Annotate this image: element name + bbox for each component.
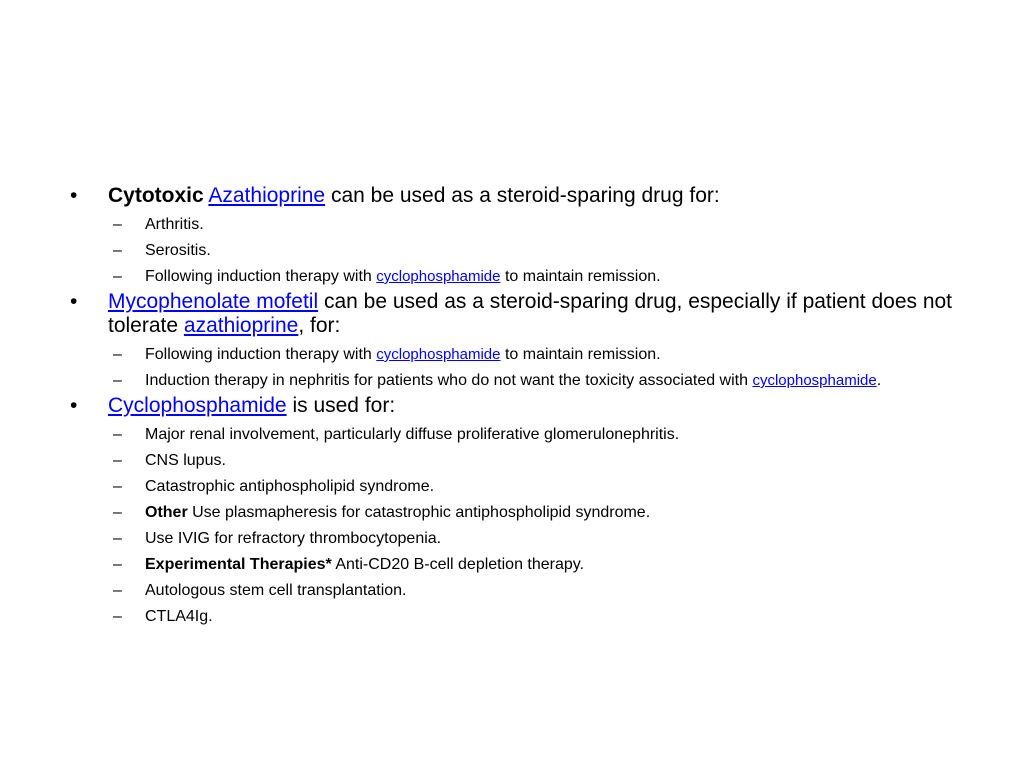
- list-item: [70, 503, 970, 522]
- list-item-text: Autologous stem cell transplantation.: [145, 582, 407, 599]
- dash-icon: –: [113, 372, 122, 389]
- list-item: [70, 451, 970, 470]
- link-cyclophosphamide[interactable]: cyclophosphamide: [376, 346, 501, 363]
- list-item-text: Use plasmapheresis for catastrophic antiphospholipid syndrome.: [192, 504, 651, 521]
- list-item-text: Following induction therapy with: [145, 268, 372, 285]
- list-item: [70, 267, 970, 286]
- sublist-cyclophosphamide: [70, 425, 970, 626]
- dash-icon: –: [113, 530, 122, 547]
- list-item-text: to maintain remission.: [504, 268, 661, 285]
- link-cyclophosphamide-heading[interactable]: Cyclophosphamide: [108, 394, 287, 417]
- bullet-icon: •: [70, 184, 78, 207]
- list-item: [70, 607, 970, 626]
- list-item-text: Serositis.: [145, 242, 211, 259]
- list-item-text: Anti-CD20 B-cell depletion therapy.: [335, 556, 585, 573]
- link-azathioprine[interactable]: Azathioprine: [208, 184, 326, 207]
- bullet-text-suffix: , for:: [298, 314, 341, 337]
- link-cyclophosphamide[interactable]: cyclophosphamide: [376, 268, 501, 285]
- list-item: [70, 345, 970, 364]
- bold-label-other: Other: [145, 504, 188, 521]
- link-cyclophosphamide[interactable]: cyclophosphamide: [752, 372, 877, 389]
- dash-icon: –: [113, 582, 122, 599]
- dash-icon: –: [113, 346, 122, 363]
- bullet-text: is used for:: [292, 394, 396, 417]
- link-mycophenolate-mofetil[interactable]: Mycophenolate mofetil: [108, 290, 319, 313]
- list-item-text: CNS lupus.: [145, 452, 226, 469]
- list-item-text: CTLA4Ig.: [145, 608, 213, 625]
- dash-icon: –: [113, 478, 122, 495]
- list-item-text: Major renal involvement, particularly diffuse proliferative glomerulonephritis.: [145, 426, 680, 443]
- dash-icon: –: [113, 216, 122, 233]
- list-item: [70, 477, 970, 496]
- bold-label-cytotoxic: Cytotoxic: [108, 184, 204, 207]
- bullet-mycophenolate: [70, 290, 970, 338]
- dash-icon: –: [113, 504, 122, 521]
- bullet-cyclophosphamide: [70, 394, 970, 418]
- bold-label-experimental: Experimental Therapies*: [145, 556, 332, 573]
- bullet-azathioprine: [70, 184, 970, 208]
- list-item: [70, 555, 970, 574]
- bullet-text: can be used as a steroid-sparing drug for:: [330, 184, 720, 207]
- list-item: [70, 241, 970, 260]
- list-item: [70, 529, 970, 548]
- dash-icon: –: [113, 452, 122, 469]
- list-item-text: Induction therapy in nephritis for patients who do not want the toxicity associated with: [145, 372, 749, 389]
- slide-content: [70, 180, 970, 630]
- list-item: [70, 425, 970, 444]
- link-azathioprine-inline[interactable]: azathioprine: [183, 314, 299, 337]
- dash-icon: –: [113, 268, 122, 285]
- sublist-azathioprine: [70, 215, 970, 286]
- dash-icon: –: [113, 556, 122, 573]
- sublist-mycophenolate: [70, 345, 970, 390]
- list-item-text: .: [876, 372, 882, 389]
- list-item-text: Catastrophic antiphospholipid syndrome.: [145, 478, 435, 495]
- list-item: [70, 371, 970, 390]
- list-item-text: Use IVIG for refractory thrombocytopenia.: [145, 530, 442, 547]
- list-item: [70, 581, 970, 600]
- list-item-text: Arthritis.: [145, 216, 204, 233]
- dash-icon: –: [113, 608, 122, 625]
- list-item-text: to maintain remission.: [504, 346, 661, 363]
- list-item-text: Following induction therapy with: [145, 346, 372, 363]
- list-item: [70, 215, 970, 234]
- bullet-text: can be used as a steroid-sparing drug, especially if patient does not tolerate: [108, 290, 953, 337]
- bullet-icon: •: [70, 394, 78, 417]
- dash-icon: –: [113, 426, 122, 443]
- bullet-icon: •: [70, 290, 78, 313]
- dash-icon: –: [113, 242, 122, 259]
